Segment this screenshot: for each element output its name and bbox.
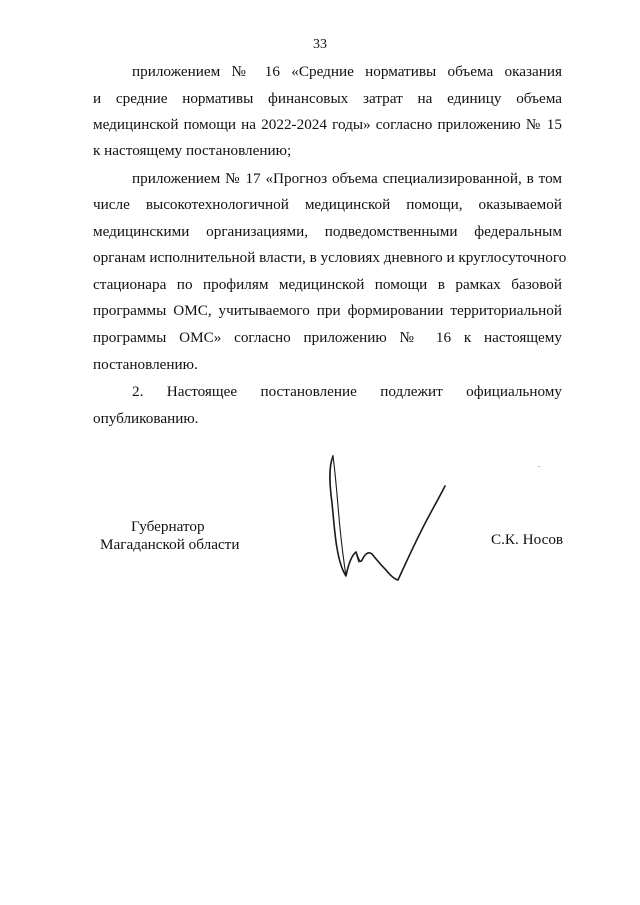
body-line: медицинской помощи на 2022-2024 годы» согласно приложению № 15 — [93, 116, 562, 133]
body-line: постановлению. — [93, 356, 198, 373]
scan-speck — [538, 466, 540, 467]
body-line: программы ОМС, учитываемого при формировании территориальной — [93, 302, 562, 319]
body-line: опубликованию. — [93, 410, 199, 427]
body-line: медицинскими организациями, подведомственными федеральным — [93, 223, 562, 240]
body-line: числе высокотехнологичной медицинской помощи, оказываемой — [93, 196, 562, 213]
body-line: стационара по профилям медицинской помощи в рамках базовой — [93, 276, 562, 293]
page-number: 33 — [313, 37, 327, 52]
body-line: приложением № 17 «Прогноз объема специализированной, в том — [132, 170, 562, 187]
body-line: программы ОМС» согласно приложению № 16 к настоящему — [93, 329, 562, 346]
signatory-title-line-1: Губернатор — [131, 518, 205, 535]
body-line: и средние нормативы финансовых затрат на единицу объема — [93, 90, 562, 107]
body-line: 2. Настоящее постановление подлежит официальному — [132, 383, 562, 400]
signatory-name: С.К. Носов — [491, 531, 564, 548]
body-line: к настоящему постановлению; — [93, 142, 292, 159]
body-line: органам исполнительной власти, в условиях дневного и круглосуточного — [93, 249, 567, 266]
handwritten-signature — [318, 448, 458, 588]
signatory-title-line-2: Магаданской области — [100, 536, 240, 553]
body-line: приложением № 16 «Средние нормативы объема оказания — [132, 63, 562, 80]
